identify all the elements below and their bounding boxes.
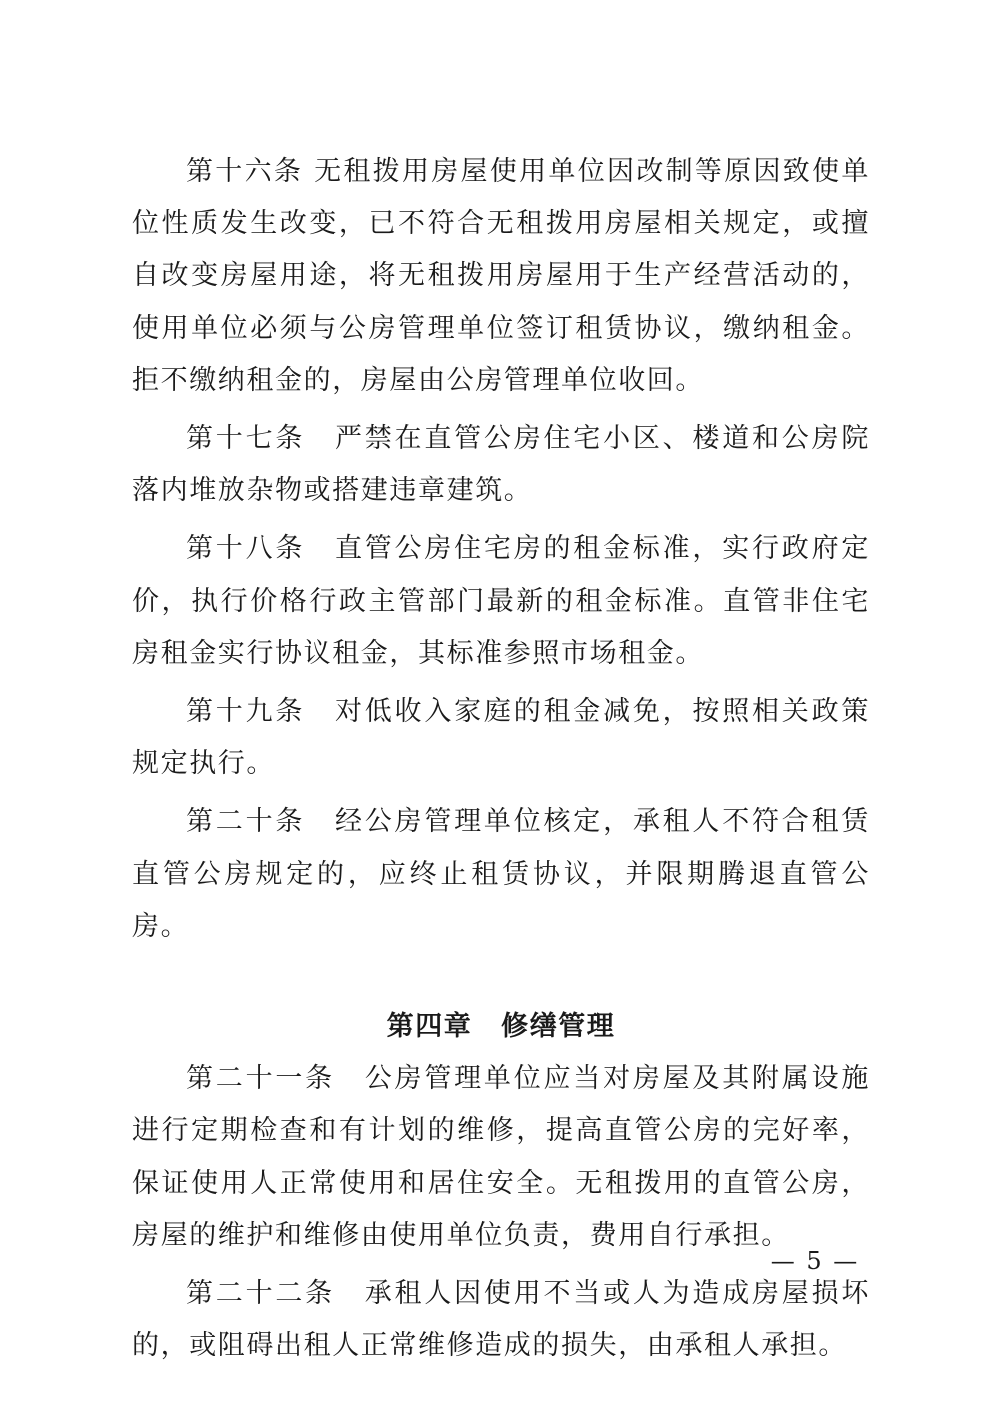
chapter-title: 第四章 修缮管理 — [386, 1011, 616, 1043]
article-19: 第十九条 对低收入家庭的租金减免，按照相关政策规定执行。 — [132, 696, 870, 780]
article-18: 第十八条 直管公房住宅房的租金标准，实行政府定价，执行价格行政主管部门最新的租金标准。直管非住宅房租金实行协议租金，其标准参照市场租金。 — [132, 533, 870, 669]
page-body — [132, 146, 870, 1372]
article-22: 第二十二条 承租人因使用不当或人为造成房屋损坏的，或阻碍出租人正常维修造成的损失，由承租人承担。 — [132, 1278, 870, 1362]
article-21: 第二十一条 公房管理单位应当对房屋及其附属设施进行定期检查和有计划的维修，提高直管公房的完好率，保证使用人正常使用和居住安全。无租拨用的直管公房，房屋的维护和维修由使用单位负责，费用自行承担。 — [132, 1063, 870, 1251]
article-20: 第二十条 经公房管理单位核定，承租人不符合租赁直管公房规定的，应终止租赁协议，并限期腾退直管公房。 — [132, 806, 870, 942]
article-16: 第十六条 无租拨用房屋使用单位因改制等原因致使单位性质发生改变，已不符合无租拨用房屋相关规定，或擅自改变房屋用途，将无租拨用房屋用于生产经营活动的，使用单位必须与公房管理单位签订租赁协议，缴纳租金。拒不缴纳租金的，房屋由公房管理单位收回。 — [132, 156, 870, 396]
page-number: — 5 — — [770, 1247, 860, 1275]
article-17: 第十七条 严禁在直管公房住宅小区、楼道和公房院落内堆放杂物或搭建违章建筑。 — [132, 423, 870, 507]
